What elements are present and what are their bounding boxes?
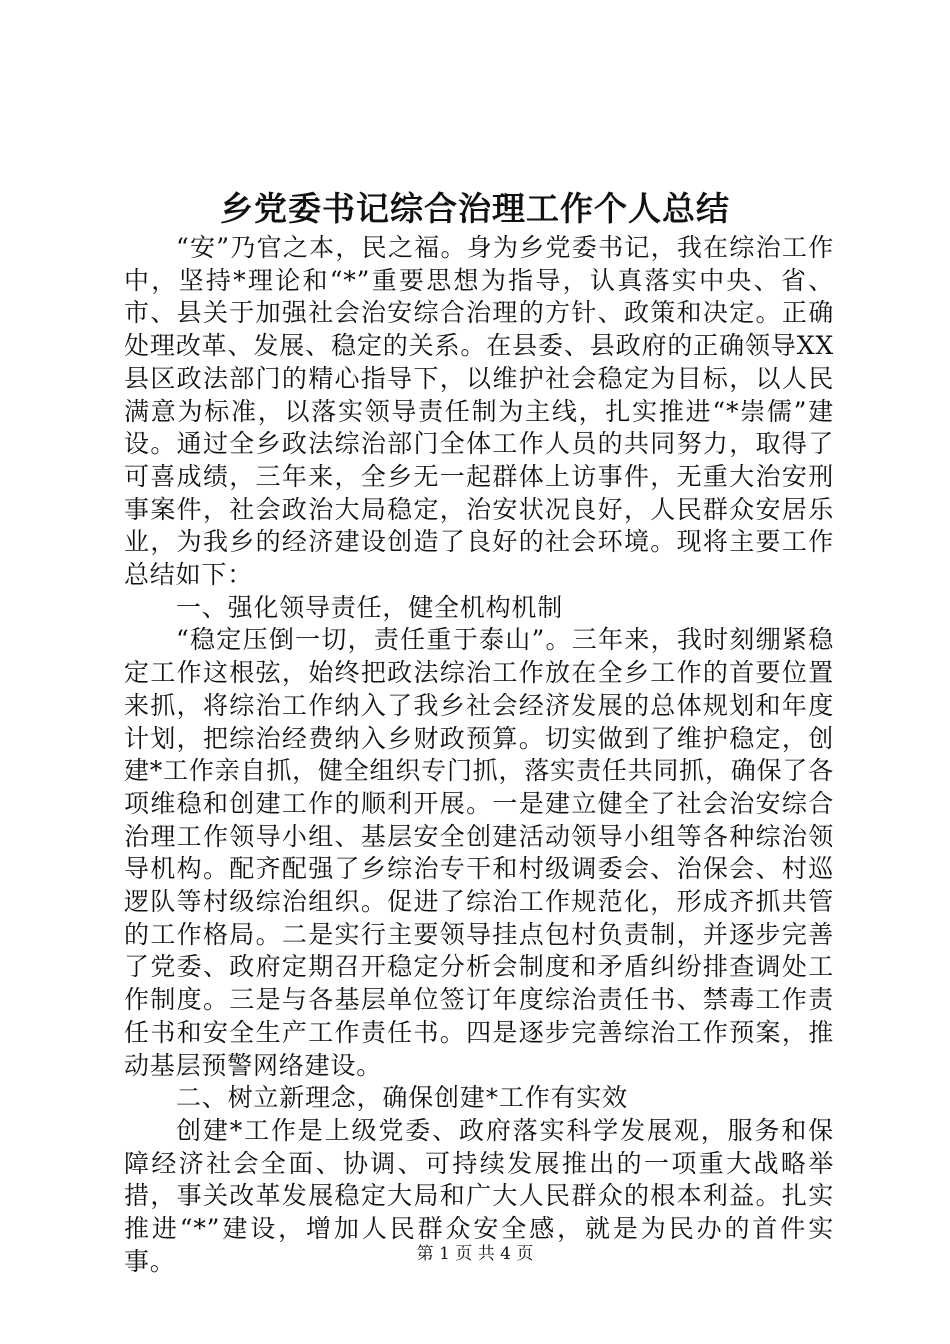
- section-1-heading: 一、强化领导责任，健全机构机制: [176, 592, 564, 622]
- intro-paragraph: “安”乃官之本，民之福。身为乡党委书记，我在综治工作中，坚持*理论和“*”重要思想为指导，认真落实中央、省、市、县关于加强社会治安综合治理的方针、政策和决定。正确处理改革、发展、稳定的关系。在县委、县政府的正确领导XX县区政法部门的精心指导下，以维护社会稳定为目标，以人民满意为标准，以落实领导责任制为主线，扎实推进“*崇儒”建设。通过全乡政法综治部门全体工作人员的共同努力，取得了可喜成绩，三年来，全乡无一起群体上访事件，无重大治安刑事案件，社会政治大局稳定，治安状况良好，人民群众安居乐业，为我乡的经济建设创造了良好的社会环境。现将主要工作总结如下：: [124, 233, 834, 590]
- section-2-paragraph: 创建*工作是上级党委、政府落实科学发展观，服务和保障经济社会全面、协调、可持续发展推出的一项重大战略举措，事关改革发展稳定大局和广大人民群众的根本利益。扎实推进“*”建设，增加人民群众安全感，就是为民办的首件实事。: [124, 1115, 834, 1276]
- section-1-paragraph: “稳定压倒一切，责任重于泰山”。三年来，我时刻绷紧稳定工作这根弦，始终把政法综治工作放在全乡工作的首要位置来抓，将综治工作纳入了我乡社会经济发展的总体规划和年度计划，把综治经费纳入乡财政预算。切实做到了维护稳定，创建*工作亲自抓，健全组织专门抓，落实责任共同抓，确保了各项维稳和创建工作的顺利开展。一是建立健全了社会治安综合治理工作领导小组、基层安全创建活动领导小组等各种综治领导机构。配齐配强了乡综治专干和村级调委会、治保会、村巡逻队等村级综治组织。促进了综治工作规范化，形成齐抓共管的工作格局。二是实行主要领导挂点包村负责制，并逐步完善了党委、政府定期召开稳定分析会制度和矛盾纠纷排查调处工作制度。三是与各基层单位签订年度综治责任书、禁毒工作责任书和安全生产工作责任书。四是逐步完善综治工作预案，推动基层预警网络建设。: [124, 625, 834, 1080]
- document-title: 乡党委书记综合治理工作个人总结: [220, 189, 730, 228]
- document-body: [124, 232, 834, 1279]
- page-footer: 第 1 页 共 4 页: [416, 1244, 534, 1264]
- section-2-heading: 二、树立新理念，确保创建*工作有实效: [176, 1083, 628, 1113]
